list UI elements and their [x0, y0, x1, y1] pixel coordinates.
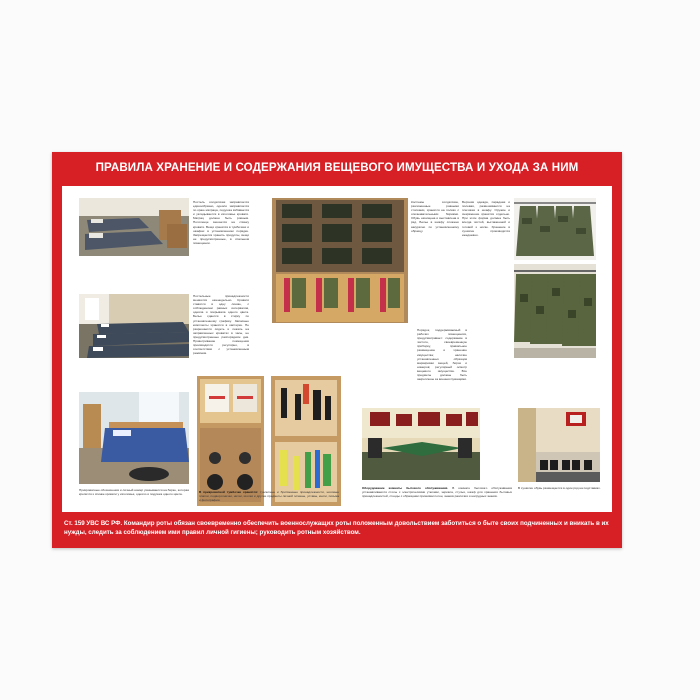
caption-2: Костюмы солдатские, разложенные ровными стопками, хранятся на полках с опознавательными бирками. Обувь начищена и выставлена в ряд. Белье в шкафу сложено аккуратно по установленному образцу.: [411, 200, 459, 233]
caption-9: В прикроватной тумбочке хранятся: туалетные и бритвенные принадлежности, носовые платки, подворотнички, нитки, иголки и другие предметы личной гигиены, уставы, книги, письма и фотографии.: [199, 490, 339, 503]
caption-6: Прикроватные обозначения и личный номер указываются на бирке, которая крепится к спинке кровати у изголовья, одеяло и подушка одного цвета.: [79, 488, 189, 497]
caption-3: Верхняя одежда, парадная и полевая, развешивается на плечиках в шкафу. Оружие и снаряжение хранятся отдельно. При этом форма должна быть всегда чистой, выглаженной и готовой к носке. Хранение в сушилке производится ежедневно.: [462, 200, 510, 237]
photo-toiletries-icon: [271, 376, 341, 506]
photo-cabinets-icon: [197, 376, 264, 506]
caption-8: В сушилке обувь размещается в один ряд на подставках.: [518, 486, 601, 490]
caption-5: Порядок, поддерживаемый в рабочих помещениях, предусматривает: содержание в чистоте, своевременную приборку, правильное размещение и хранение имущества; наличие установленных образцов маркировки вещей, бирок и номеров; регулярный осмотр вещевого имущества. Все предметы должны быть закреплены за военнослужащими.: [417, 328, 467, 382]
content-panel: [62, 186, 612, 512]
caption-4: Постельные принадлежности меняются еженедельно. Кровати ставятся в одну линию, с соблюдением равных интервалов, одеяла и покрывала одного цвета. Белье сдается в стирку по установленному графику. Запасные комплекты хранятся в каптерке. Не разрешается сидеть и лежать на заправленных кроватях в часы, не предусмотренные распорядком дня. Проветривание помещения производится регулярно, в соответствии с установленным режимом.: [193, 294, 249, 356]
caption-7: Оборудование комнаты бытового обслуживания. В комнате бытового обслуживания устанавливаются столы с электрическими утюгами, зеркала, стулья, шкаф для хранения бытовых принадлежностей, стенды с образцами пришивки погон, знаков различия и нагрудных знаков.: [362, 486, 512, 499]
poster-footer: Ст. 159 УВС ВС РФ. Командир роты обязан своевременно обеспечить военнослужащих роты положенным довольствием заботиться о быте своих подчиненных и вникать в их нужды, следить за соблюдением ими правил личной гигиены; руководить ротным хозяйством.: [64, 520, 609, 536]
photo-nightstand-icon: [362, 408, 480, 480]
photo-barracks-beds-icon: [79, 198, 189, 256]
photo-uniforms-icon: [514, 198, 596, 260]
photo-bed-room-icon: [79, 392, 189, 484]
photo-lockers-icon: [272, 198, 408, 323]
photo-shoe-room-icon: [518, 408, 600, 482]
photo-jackets-icon: [514, 264, 596, 358]
caption-1: Постель солдатская заправляется единообразно, одеяло заправляется по краю матраца, подушка взбивается и укладывается в изголовье кровати. Матрац должен быть ровным. Полотенце вешается на спинку кровати. Вещи хранятся в тумбочках и шкафах в установленном порядке. Запрещается хранить продукты, вещи не предусмотренные, в спальном помещении.: [193, 200, 249, 245]
photo-beds-row-icon: [79, 294, 189, 358]
poster-title: ПРАВИЛА ХРАНЕНИЕ И СОДЕРЖАНИЯ ВЕЩЕВОГО ИМУЩЕСТВА И УХОДА ЗА НИМ: [95, 161, 579, 174]
poster: [52, 152, 622, 548]
